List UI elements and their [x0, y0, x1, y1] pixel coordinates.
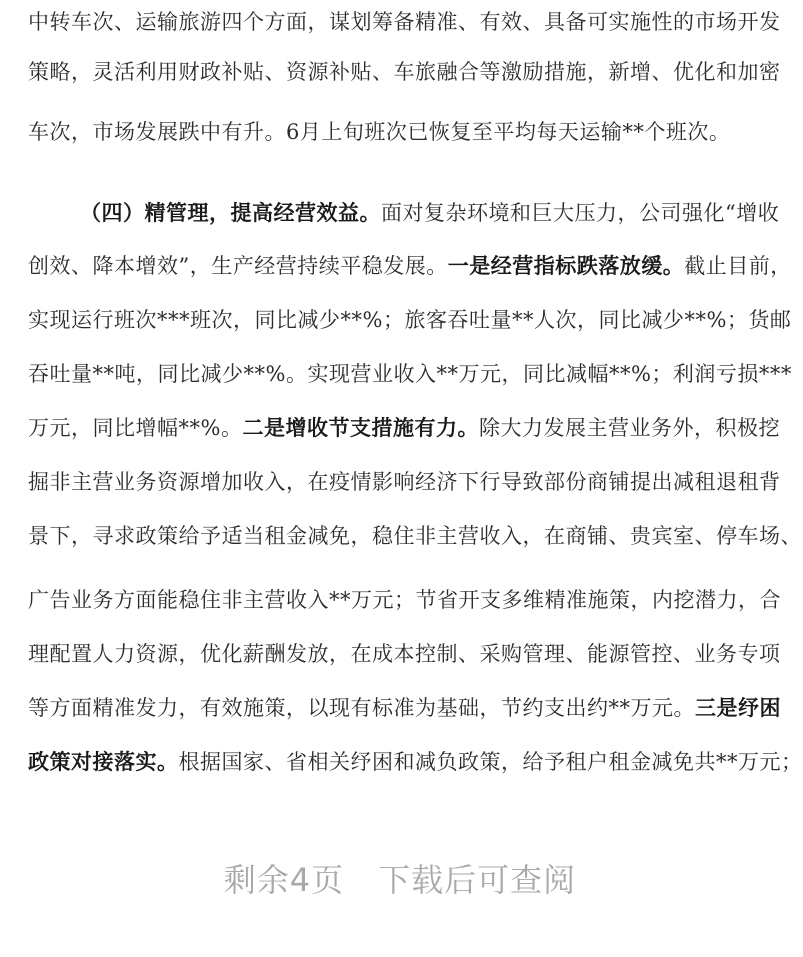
paragraph-line: 车次，市场发展跌中有升。6月上旬班次已恢复至平均每天运输**个班次。 [28, 120, 731, 144]
paragraph-line: 等方面精准发力，有效施策，以现有标准为基础，节约支出约**万元。三是纾困 [28, 695, 781, 720]
paragraph-line: 理配置人力资源，优化薪酬发放，在成本控制、采购管理、能源管控、业务专项 [28, 642, 781, 666]
paragraph-line: 广告业务方面能稳住非主营收入**万元；节省开支多维精准施策，内挖潜力，合 [28, 588, 781, 612]
paragraph-line: 掘非主营业务资源增加收入，在疫情影响经济下行导致部份商铺提出减租退租背 [28, 470, 781, 494]
paragraph-line: 政策对接落实。根据国家、省相关纾困和减负政策，给予租户租金减免共**万元； [28, 749, 803, 774]
section-heading-line: （四）精管理，提高经营效益。面对复杂环境和巨大压力，公司强化“增收 [80, 200, 780, 225]
download-to-view-label[interactable]: 下载后可查阅 [378, 861, 577, 899]
download-prompt[interactable] [0, 860, 800, 900]
subheading-1: 一是经营指标跌落放缓。 [447, 253, 685, 278]
remaining-pages-label: 剩余4页 [223, 861, 345, 899]
paragraph-line: 策略，灵活利用财政补贴、资源补贴、车旅融合等激励措施，新增、优化和加密 [28, 60, 781, 84]
paragraph-line: 吞吐量**吨，同比减少**%。实现营业收入**万元，同比减幅**%；利润亏损*** [28, 362, 792, 386]
paragraph-line: 中转车次、运输旅游四个方面，谋划筹备精准、有效、具备可实施性的市场开发 [28, 10, 781, 34]
paragraph-line: 景下，寻求政策给予适当租金减免，稳住非主营收入，在商铺、贵宾室、停车场、 [28, 524, 802, 548]
paragraph-line: 万元，同比增幅**%。二是增收节支措施有力。除大力发展主营业务外，积极挖 [28, 415, 780, 440]
paragraph-line: 创效、降本增效”，生产经营持续平稳发展。一是经营指标跌落放缓。截止目前， [28, 253, 792, 278]
subheading-3-cont: 政策对接落实。 [28, 749, 179, 774]
subheading-2: 二是增收节支措施有力。 [242, 415, 479, 440]
subheading-3: 三是纾困 [695, 695, 781, 720]
paragraph-line: 实现运行班次***班次，同比减少**%；旅客吞吐量**人次，同比减少**%；货邮 [28, 308, 792, 332]
section-heading: （四）精管理，提高经营效益。 [80, 200, 381, 225]
